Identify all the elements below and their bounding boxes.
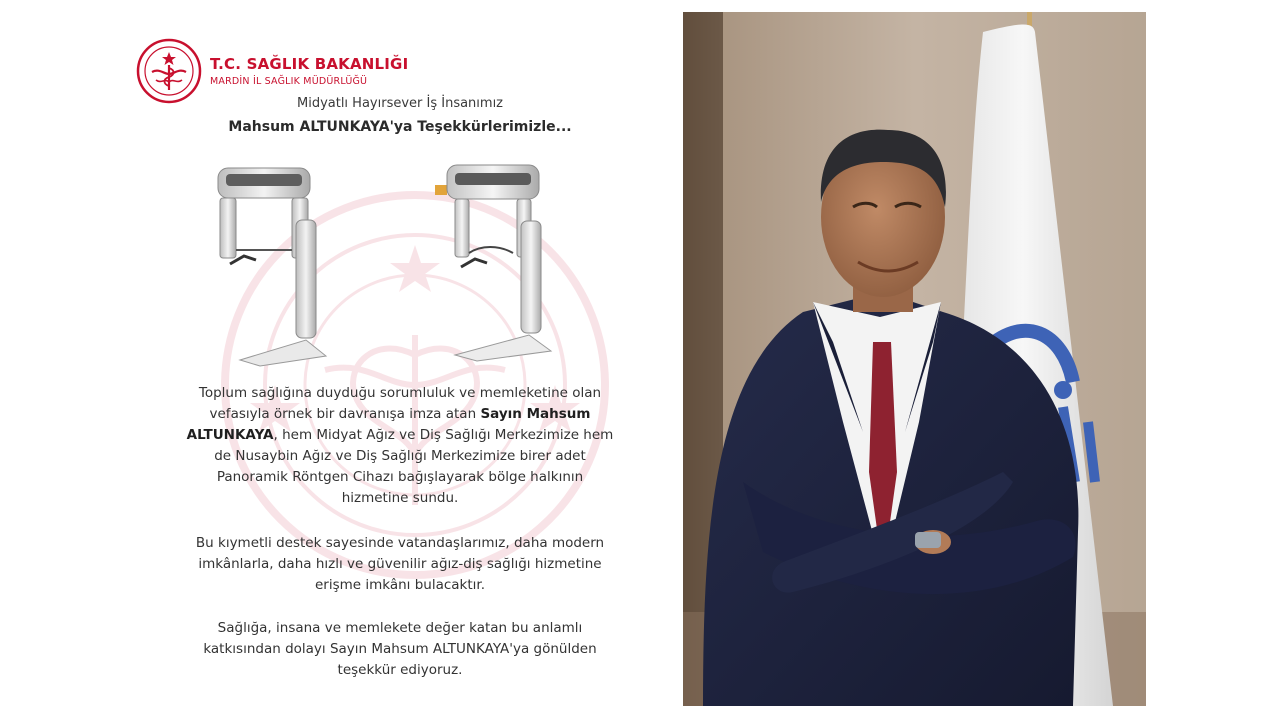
- intro-line: Midyatlı Hayırsever İş İnsanımız: [296, 96, 504, 111]
- text-span: , hem Midyat Ağız ve Diş Sağlığı Merkezimize hem: [273, 427, 614, 443]
- panoramic-xray-device-left: [200, 160, 330, 370]
- body-paragraph-1: [120, 383, 680, 509]
- text-line: Bu kıymetli destek sayesinde vatandaşlarımız, daha modern: [195, 535, 605, 551]
- text-line: Panoramik Röntgen Cihazı bağışlayarak bölge halkının: [216, 469, 584, 485]
- text-line: Toplum sağlığına duyduğu sorumluluk ve memleketine olan: [198, 385, 602, 401]
- ministry-logo-block: [136, 38, 408, 104]
- text-line: imkânlarla, daha hızlı ve güvenilir ağız-diş sağlığı hizmetine: [198, 556, 602, 572]
- donor-name-bold: Sayın Mahsum: [480, 406, 591, 422]
- text-line: katkısından dolayı Sayın Mahsum ALTUNKAYA'ya gönülden: [203, 641, 597, 657]
- text-span: vefasıyla örnek bir davranışa imza atan: [209, 406, 481, 422]
- health-ministry-emblem-icon: [136, 38, 202, 104]
- text-line: erişme imkânı bulacaktır.: [314, 577, 486, 593]
- donor-surname-bold: ALTUNKAYA: [186, 427, 274, 443]
- panoramic-xray-device-right: [425, 155, 555, 365]
- body-paragraph-2: [120, 533, 680, 596]
- portrait-photo: [683, 12, 1146, 706]
- text-line: [120, 404, 680, 425]
- intro-heading: Mahsum ALTUNKAYA'ya Teşekkürlerimizle...: [228, 119, 572, 135]
- text-line: Sağlığa, insana ve memlekete değer katan bu anlamlı: [217, 620, 583, 636]
- thank-you-poster: [120, 20, 680, 710]
- ministry-title: T.C. SAĞLIK BAKANLIĞI: [210, 55, 409, 73]
- ministry-subtitle: MARDİN İL SAĞLIK MÜDÜRLÜĞÜ: [210, 76, 368, 87]
- text-line: de Nusaybin Ağız ve Diş Sağlığı Merkezimize birer adet: [214, 448, 586, 464]
- text-line: teşekkür ediyoruz.: [337, 662, 463, 678]
- text-line: hizmetine sundu.: [341, 490, 459, 506]
- body-paragraph-3: [120, 618, 680, 681]
- text-line: [120, 425, 680, 446]
